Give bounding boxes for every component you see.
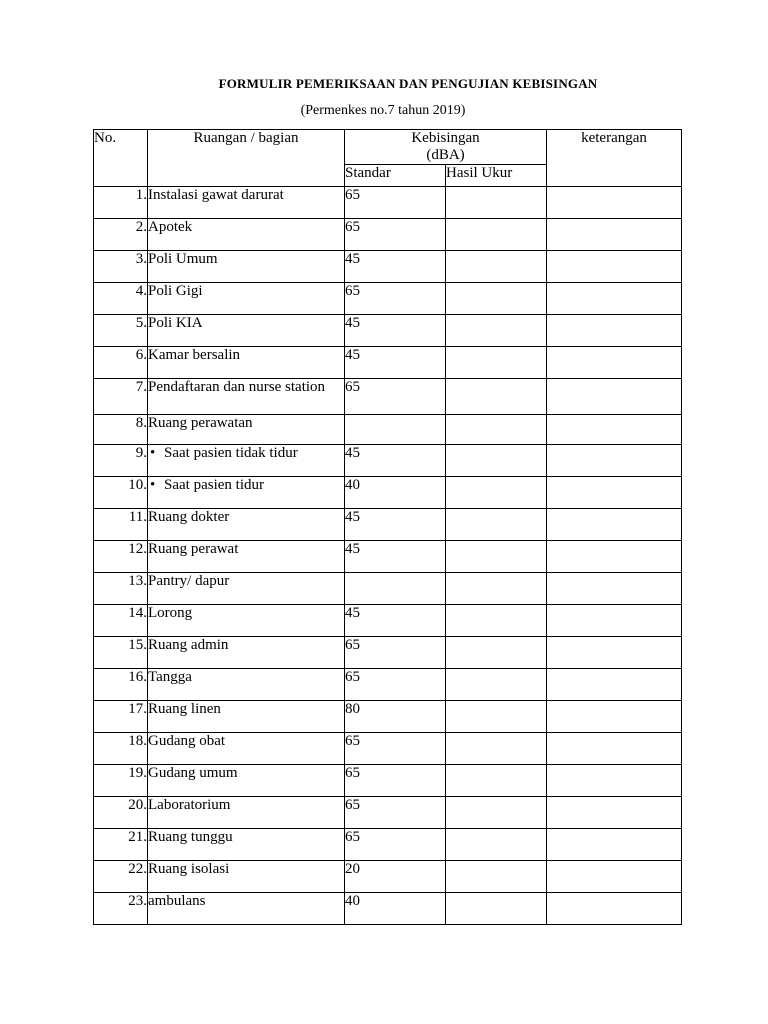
header-room: Ruangan / bagian bbox=[148, 130, 345, 187]
room-cell bbox=[148, 541, 345, 573]
row-number: 14. bbox=[94, 605, 148, 637]
result-input-cell[interactable] bbox=[446, 315, 547, 347]
result-input-cell[interactable] bbox=[446, 477, 547, 509]
room-name: Laboratorium bbox=[148, 797, 231, 813]
result-input-cell[interactable] bbox=[446, 669, 547, 701]
notes-input-cell[interactable] bbox=[547, 347, 682, 379]
result-input-cell[interactable] bbox=[446, 445, 547, 477]
standard-value bbox=[345, 573, 446, 605]
row-number: 19. bbox=[94, 765, 148, 797]
row-number: 18. bbox=[94, 733, 148, 765]
room-name: Saat pasien tidur bbox=[164, 477, 264, 493]
standard-value: 45 bbox=[345, 605, 446, 637]
room-cell bbox=[148, 893, 345, 925]
standard-value: 65 bbox=[345, 829, 446, 861]
row-number: 5. bbox=[94, 315, 148, 347]
room-cell bbox=[148, 669, 345, 701]
result-input-cell[interactable] bbox=[446, 219, 547, 251]
table-row bbox=[94, 283, 682, 315]
notes-input-cell[interactable] bbox=[547, 733, 682, 765]
notes-input-cell[interactable] bbox=[547, 765, 682, 797]
notes-input-cell[interactable] bbox=[547, 701, 682, 733]
notes-input-cell[interactable] bbox=[547, 445, 682, 477]
room-name: ambulans bbox=[148, 893, 206, 909]
notes-input-cell[interactable] bbox=[547, 797, 682, 829]
room-cell bbox=[148, 733, 345, 765]
table-row bbox=[94, 315, 682, 347]
table-row bbox=[94, 251, 682, 283]
table-row bbox=[94, 605, 682, 637]
notes-input-cell[interactable] bbox=[547, 219, 682, 251]
notes-input-cell[interactable] bbox=[547, 637, 682, 669]
standard-value: 80 bbox=[345, 701, 446, 733]
room-name: Kamar bersalin bbox=[148, 347, 241, 363]
notes-input-cell[interactable] bbox=[547, 477, 682, 509]
result-input-cell[interactable] bbox=[446, 541, 547, 573]
notes-input-cell[interactable] bbox=[547, 893, 682, 925]
room-name: Saat pasien tidak tidur bbox=[164, 445, 298, 461]
header-noise-line2: (dBA) bbox=[426, 147, 465, 163]
room-cell bbox=[148, 445, 345, 477]
row-number: 7. bbox=[94, 379, 148, 415]
row-number: 3. bbox=[94, 251, 148, 283]
table-row bbox=[94, 445, 682, 477]
table-row bbox=[94, 347, 682, 379]
notes-input-cell[interactable] bbox=[547, 573, 682, 605]
standard-value: 65 bbox=[345, 219, 446, 251]
result-input-cell[interactable] bbox=[446, 187, 547, 219]
room-name: Instalasi gawat darurat bbox=[148, 187, 284, 203]
row-number: 17. bbox=[94, 701, 148, 733]
bullet-item bbox=[148, 445, 298, 462]
room-name: Poli KIA bbox=[148, 315, 203, 331]
room-cell bbox=[148, 701, 345, 733]
room-name: Ruang linen bbox=[148, 701, 221, 717]
room-cell bbox=[148, 765, 345, 797]
room-cell bbox=[148, 573, 345, 605]
room-cell bbox=[148, 829, 345, 861]
result-input-cell[interactable] bbox=[446, 347, 547, 379]
header-noise-line1: Kebisingan bbox=[411, 130, 480, 146]
result-input-cell[interactable] bbox=[446, 251, 547, 283]
table-row bbox=[94, 733, 682, 765]
table-row bbox=[94, 701, 682, 733]
row-number: 10. bbox=[94, 477, 148, 509]
bullet-icon: • bbox=[150, 477, 156, 493]
room-cell bbox=[148, 637, 345, 669]
row-number: 16. bbox=[94, 669, 148, 701]
row-number: 1. bbox=[94, 187, 148, 219]
room-name: Ruang dokter bbox=[148, 509, 230, 525]
standard-value: 65 bbox=[345, 379, 446, 415]
notes-input-cell[interactable] bbox=[547, 283, 682, 315]
standard-value: 65 bbox=[345, 765, 446, 797]
room-cell bbox=[148, 797, 345, 829]
result-input-cell[interactable] bbox=[446, 605, 547, 637]
room-cell bbox=[148, 251, 345, 283]
notes-input-cell[interactable] bbox=[547, 415, 682, 445]
notes-input-cell[interactable] bbox=[547, 251, 682, 283]
row-number: 2. bbox=[94, 219, 148, 251]
room-name: Apotek bbox=[148, 219, 193, 235]
room-cell bbox=[148, 605, 345, 637]
noise-inspection-table bbox=[93, 129, 682, 925]
row-number: 22. bbox=[94, 861, 148, 893]
result-input-cell[interactable] bbox=[446, 283, 547, 315]
table-row bbox=[94, 669, 682, 701]
standard-value: 45 bbox=[345, 347, 446, 379]
table-row bbox=[94, 219, 682, 251]
document-title: FORMULIR PEMERIKSAAN DAN PENGUJIAN KEBISINGAN bbox=[218, 76, 598, 91]
notes-input-cell[interactable] bbox=[547, 379, 682, 415]
table-row bbox=[94, 861, 682, 893]
header-notes: keterangan bbox=[547, 130, 682, 187]
standard-value: 45 bbox=[345, 445, 446, 477]
standard-value: 20 bbox=[345, 861, 446, 893]
room-cell bbox=[148, 315, 345, 347]
notes-input-cell[interactable] bbox=[547, 509, 682, 541]
result-input-cell[interactable] bbox=[446, 379, 547, 415]
room-name: Lorong bbox=[148, 605, 193, 621]
standard-value: 65 bbox=[345, 283, 446, 315]
standard-value bbox=[345, 415, 446, 445]
result-input-cell[interactable] bbox=[446, 637, 547, 669]
room-cell bbox=[148, 283, 345, 315]
row-number: 15. bbox=[94, 637, 148, 669]
room-name: Pendaftaran dan nurse station bbox=[148, 379, 326, 395]
bullet-item bbox=[148, 477, 264, 494]
notes-input-cell[interactable] bbox=[547, 315, 682, 347]
table-row bbox=[94, 509, 682, 541]
result-input-cell[interactable] bbox=[446, 765, 547, 797]
room-cell bbox=[148, 861, 345, 893]
room-cell bbox=[148, 187, 345, 219]
table-row bbox=[94, 379, 682, 415]
header-standard: Standar bbox=[345, 165, 446, 187]
notes-input-cell[interactable] bbox=[547, 605, 682, 637]
room-cell bbox=[148, 415, 345, 445]
result-input-cell[interactable] bbox=[446, 861, 547, 893]
table-row bbox=[94, 637, 682, 669]
header-result: Hasil Ukur bbox=[446, 165, 547, 187]
room-name: Ruang perawatan bbox=[148, 415, 253, 431]
result-input-cell[interactable] bbox=[446, 829, 547, 861]
table-row bbox=[94, 893, 682, 925]
notes-input-cell[interactable] bbox=[547, 669, 682, 701]
row-number: 11. bbox=[94, 509, 148, 541]
standard-value: 40 bbox=[345, 893, 446, 925]
room-cell bbox=[148, 477, 345, 509]
standard-value: 45 bbox=[345, 315, 446, 347]
result-input-cell[interactable] bbox=[446, 415, 547, 445]
standard-value: 65 bbox=[345, 187, 446, 219]
room-cell bbox=[148, 379, 345, 415]
room-name: Ruang perawat bbox=[148, 541, 239, 557]
row-number: 6. bbox=[94, 347, 148, 379]
result-input-cell[interactable] bbox=[446, 733, 547, 765]
row-number: 9. bbox=[94, 445, 148, 477]
notes-input-cell[interactable] bbox=[547, 829, 682, 861]
header-noise bbox=[345, 130, 547, 165]
table-row bbox=[94, 187, 682, 219]
room-name: Pantry/ dapur bbox=[148, 573, 230, 589]
table-row bbox=[94, 541, 682, 573]
notes-input-cell[interactable] bbox=[547, 861, 682, 893]
table-body bbox=[94, 187, 682, 925]
result-input-cell[interactable] bbox=[446, 573, 547, 605]
standard-value: 45 bbox=[345, 509, 446, 541]
row-number: 13. bbox=[94, 573, 148, 605]
standard-value: 40 bbox=[345, 477, 446, 509]
room-name: Gudang obat bbox=[148, 733, 226, 749]
result-input-cell[interactable] bbox=[446, 701, 547, 733]
result-input-cell[interactable] bbox=[446, 893, 547, 925]
table-row bbox=[94, 477, 682, 509]
table-row bbox=[94, 415, 682, 445]
standard-value: 65 bbox=[345, 669, 446, 701]
room-name: Poli Umum bbox=[148, 251, 218, 267]
notes-input-cell[interactable] bbox=[547, 187, 682, 219]
room-name: Ruang tunggu bbox=[148, 829, 233, 845]
room-cell bbox=[148, 219, 345, 251]
room-name: Tangga bbox=[148, 669, 192, 685]
standard-value: 65 bbox=[345, 733, 446, 765]
result-input-cell[interactable] bbox=[446, 797, 547, 829]
document-subtitle: (Permenkes no.7 tahun 2019) bbox=[300, 103, 466, 118]
table-row bbox=[94, 573, 682, 605]
row-number: 21. bbox=[94, 829, 148, 861]
table-row bbox=[94, 797, 682, 829]
room-name: Ruang isolasi bbox=[148, 861, 230, 877]
room-name: Poli Gigi bbox=[148, 283, 203, 299]
standard-value: 45 bbox=[345, 541, 446, 573]
row-number: 20. bbox=[94, 797, 148, 829]
table-row bbox=[94, 829, 682, 861]
row-number: 8. bbox=[94, 415, 148, 445]
bullet-icon: • bbox=[150, 445, 156, 461]
header-no: No. bbox=[94, 130, 148, 187]
result-input-cell[interactable] bbox=[446, 509, 547, 541]
room-cell bbox=[148, 347, 345, 379]
room-name: Gudang umum bbox=[148, 765, 238, 781]
row-number: 4. bbox=[94, 283, 148, 315]
row-number: 23. bbox=[94, 893, 148, 925]
room-name: Ruang admin bbox=[148, 637, 229, 653]
standard-value: 65 bbox=[345, 797, 446, 829]
table-row bbox=[94, 765, 682, 797]
standard-value: 45 bbox=[345, 251, 446, 283]
standard-value: 65 bbox=[345, 637, 446, 669]
room-cell bbox=[148, 509, 345, 541]
row-number: 12. bbox=[94, 541, 148, 573]
notes-input-cell[interactable] bbox=[547, 541, 682, 573]
